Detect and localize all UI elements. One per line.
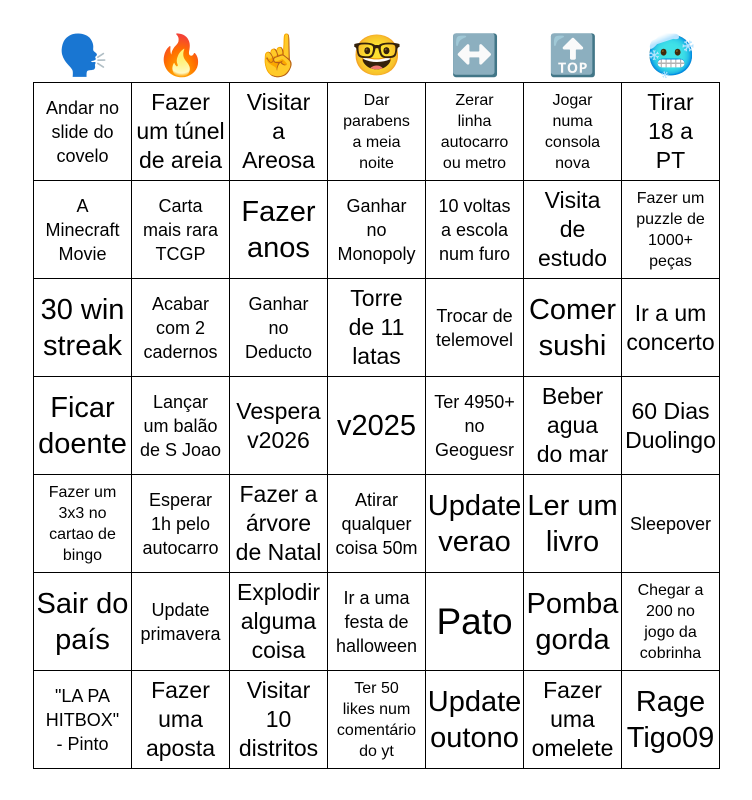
- bingo-cell[interactable]: Ler um livro: [524, 475, 622, 573]
- bingo-cell[interactable]: Ter 4950+ no Geoguesr: [426, 377, 524, 475]
- bingo-cell[interactable]: Sair do país: [34, 573, 132, 671]
- free-space-cell[interactable]: v2025: [328, 377, 426, 475]
- bingo-cell[interactable]: Ir a uma festa de halloween: [328, 573, 426, 671]
- bingo-cell[interactable]: Fazer a árvore de Natal: [230, 475, 328, 573]
- bingo-cell[interactable]: Jogar numa consola nova: [524, 83, 622, 181]
- bingo-cell[interactable]: Atirar qualquer coisa 50m: [328, 475, 426, 573]
- bingo-cell[interactable]: Beber agua do mar: [524, 377, 622, 475]
- bingo-cell[interactable]: Tirar 18 a PT: [622, 83, 720, 181]
- bingo-grid: [33, 82, 720, 769]
- bingo-cell[interactable]: Ficar doente: [34, 377, 132, 475]
- bingo-cell[interactable]: Pomba gorda: [524, 573, 622, 671]
- bingo-cell[interactable]: Acabar com 2 cadernos: [132, 279, 230, 377]
- bingo-cell[interactable]: 10 voltas a escola num furo: [426, 181, 524, 279]
- bingo-cell[interactable]: Torre de 11 latas: [328, 279, 426, 377]
- bingo-cell[interactable]: Rage Tigo09: [622, 671, 720, 769]
- bingo-cell[interactable]: Ganhar no Monopoly: [328, 181, 426, 279]
- bingo-cell[interactable]: Dar parabens a meia noite: [328, 83, 426, 181]
- bingo-cell[interactable]: Sleepover: [622, 475, 720, 573]
- bingo-cell[interactable]: Esperar 1h pelo autocarro: [132, 475, 230, 573]
- bingo-cell[interactable]: Trocar de telemovel: [426, 279, 524, 377]
- bingo-cell[interactable]: Explodir alguma coisa: [230, 573, 328, 671]
- bingo-cell[interactable]: Fazer um 3x3 no cartao de bingo: [34, 475, 132, 573]
- bingo-cell[interactable]: Update primavera: [132, 573, 230, 671]
- bingo-cell[interactable]: Visitar 10 distritos: [230, 671, 328, 769]
- pointing-up-emoji-icon: ☝️: [254, 33, 304, 79]
- bingo-cell[interactable]: Ganhar no Deducto: [230, 279, 328, 377]
- bingo-cell[interactable]: 60 Dias Duolingo: [622, 377, 720, 475]
- nerd-face-emoji-icon: 🤓: [352, 33, 402, 79]
- bingo-cell[interactable]: Visita de estudo: [524, 181, 622, 279]
- bingo-cell[interactable]: Zerar linha autocarro ou metro: [426, 83, 524, 181]
- bingo-cell[interactable]: Pato: [426, 573, 524, 671]
- bingo-cell[interactable]: Carta mais rara TCGP: [132, 181, 230, 279]
- bingo-cell[interactable]: Fazer um puzzle de 1000+ peças: [622, 181, 720, 279]
- bingo-cell[interactable]: Ter 50 likes num comentário do yt: [328, 671, 426, 769]
- cold-face-emoji-icon: 🥶: [646, 33, 696, 79]
- fire-emoji-icon: 🔥: [156, 33, 206, 79]
- bingo-cell[interactable]: Update verao: [426, 475, 524, 573]
- bingo-cell[interactable]: Update outono: [426, 671, 524, 769]
- bingo-cell[interactable]: Lançar um balão de S Joao: [132, 377, 230, 475]
- bingo-cell[interactable]: Fazer anos: [230, 181, 328, 279]
- bingo-cell[interactable]: A Minecraft Movie: [34, 181, 132, 279]
- bingo-cell[interactable]: Ir a um concerto: [622, 279, 720, 377]
- bingo-cell[interactable]: Visitar a Areosa: [230, 83, 328, 181]
- bingo-cell[interactable]: Comer sushi: [524, 279, 622, 377]
- bingo-cell[interactable]: Fazer uma aposta: [132, 671, 230, 769]
- bingo-cell[interactable]: Chegar a 200 no jogo da cobrinha: [622, 573, 720, 671]
- on-arrow-emoji-icon: ↔️: [450, 33, 500, 79]
- top-arrow-emoji-icon: 🔝: [548, 33, 598, 79]
- bingo-cell[interactable]: Vespera v2026: [230, 377, 328, 475]
- bingo-cell[interactable]: Fazer um túnel de areia: [132, 83, 230, 181]
- bingo-cell[interactable]: Fazer uma omelete: [524, 671, 622, 769]
- speaking-head-emoji-icon: 🗣️: [58, 33, 108, 79]
- bingo-header: [34, 30, 720, 82]
- bingo-cell[interactable]: Andar no slide do covelo: [34, 83, 132, 181]
- bingo-cell[interactable]: "LA PA HITBOX" - Pinto: [34, 671, 132, 769]
- bingo-cell[interactable]: 30 win streak: [34, 279, 132, 377]
